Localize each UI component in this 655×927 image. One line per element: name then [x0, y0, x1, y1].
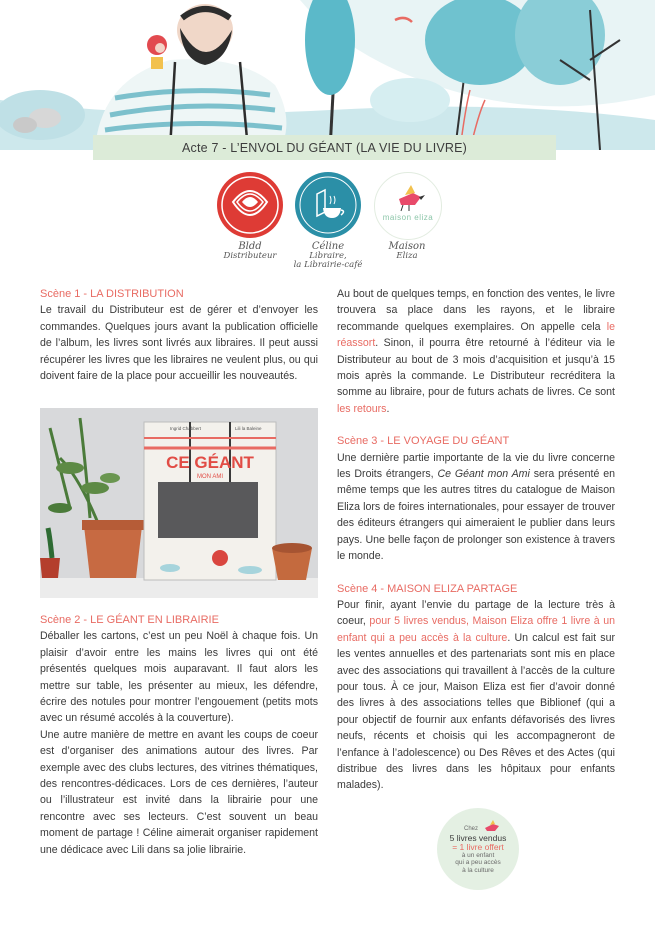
scene4-body — [337, 597, 615, 794]
scene4-heading: Scène 4 - MAISON ELIZA PARTAGE — [337, 582, 518, 595]
bldd-logo — [217, 172, 283, 238]
scene2-body-2: Une autre manière de mettre en avant les coups de coeur est d’organiser des animations autour des livres. Par exemple avec des clubs lectures, des vitrines thématiques, des rencontres-dédicaces. Lors de ces dernières, l’auteur ou l’illustrateur est invité dans la librairie pour une rencontre avec ses lecteurs. C’est souvent un beau moment de partage ! Céline aimerait organiser rapidement une dédicace avec Lili dans sa jolie librairie. — [40, 728, 318, 856]
bldd-role: Distributeur — [223, 250, 277, 261]
celine-name: Céline — [311, 241, 345, 252]
eliza-name: Eliza — [396, 250, 418, 261]
scene1-section — [40, 286, 318, 384]
book-author-right: Lili la Baleine — [235, 426, 262, 431]
coffee-cup-icon — [295, 172, 361, 238]
scene1-cont-text-3: . — [386, 402, 390, 415]
donation-badge — [437, 808, 519, 890]
badge-line-4: à un enfant — [461, 851, 495, 859]
scene2-body-1: Déballer les cartons, c’est un peu Noël à chaque fois. Un plaisir d’avoir entre les mains les livres qui ont été présentés quelques mois auparavant. Il faut alors les mettre sur table, les présenter au mieux, les défendre, écrire des notules pour montrer l’engouement (petits mots avec un résumé accolés à la couverture). — [40, 630, 318, 725]
scene1-continued — [337, 286, 615, 417]
book-title: CE GÉANT — [166, 453, 254, 472]
badge-line-5: qui a peu accès — [455, 859, 501, 866]
badge-line-6: à la culture — [462, 866, 494, 874]
act-title-banner — [93, 135, 556, 160]
maison-eliza-caption — [352, 242, 462, 261]
partner-logos — [0, 172, 655, 282]
librairie-cafe-logo — [295, 172, 361, 238]
maison-name: Maison — [388, 241, 426, 252]
scene4-text-1: Pour finir, ayant l’envie du partage de la lecture très à coeur, — [337, 598, 615, 628]
header-illustration — [0, 0, 655, 150]
scene3-text-2: sera présenté en même temps que les autres titres du catalogue de Maison Eliza lors de foires internationales, pour essayer de trouver des éditeurs étrangers qui aimeraient le publier dans leurs pays. Une belle façon de prolonger son existence à travers le monde. — [337, 468, 615, 563]
bldd-name: Bldd — [238, 241, 262, 252]
book-display-image — [40, 408, 318, 598]
scene4-highlight: pour 5 livres vendus, Maison Eliza offre 1 livre à un enfant qui a peu accès à la culture — [337, 615, 615, 644]
scene3-text-1: Une dernière partie importante de la vie du livre concerne les Droits étrangers, — [337, 451, 615, 481]
right-column — [337, 286, 615, 794]
celine-role: Libraire, — [309, 250, 347, 261]
book-title-italic: Ce Géant mon Ami — [437, 468, 530, 481]
scene1-cont-text-2: . Sinon, il pourra être retourné à l’éditeur via le Distributeur au bout de 3 mois d’acquisition et jusqu’à 15 mois après la commande. Le Distributeur recréditera la somme au libraire, pour de futurs achats de livres. Ce sont — [337, 337, 615, 399]
bird-icon — [375, 173, 441, 239]
scene1-body: Le travail du Distributeur est de gérer et d’envoyer les commandes. Quelques jours avant la publication officielle de l’album, les livres sont livrés aux libraires. Il peut aussi récupérer les livres que les libraires ne veulent plus, ou qui doivent faire de la place pour accueillir les nouveautés. — [40, 304, 318, 383]
celine-role2: la Librairie-café — [293, 260, 363, 270]
reassort-term: le réassort — [337, 320, 615, 350]
scene3-body — [337, 450, 615, 565]
badge-line-1: Chez — [463, 826, 478, 832]
badge-line-2: 5 livres vendus — [449, 832, 507, 843]
book-author-left: Ingrid Chabbert — [170, 426, 202, 431]
maison-eliza-logo — [374, 172, 442, 240]
scene3-heading: Scène 3 - LE VOYAGE DU GÉANT — [337, 435, 510, 448]
scene2-section — [40, 612, 318, 858]
bldd-emblem-icon — [217, 172, 283, 238]
scene4-text-2: . Un calcul est fait sur les ventes annuelles et des partenariats sont mis en place avec des associations qui travaillent à l’accès de la culture pour tous. À ce jour, Maison Eliza est fier d’avoir donné des livres à des associations telles que Biblionef (qui a pour objectif de fournir aux enfants défavorisés des livres neufs, récents et choisis qui les accompagneront de l’enfance à l’adolescence) ou Des Rêves et des Actes (qui distribue des livres dans les hôpitaux pour enfants malades). — [337, 631, 615, 792]
maison-eliza-wordmark: maison eliza — [382, 213, 434, 222]
badge-line-3: = 1 livre offert — [452, 841, 504, 852]
scene1-heading: Scène 1 - LA DISTRIBUTION — [40, 288, 184, 300]
scene2-heading: Scène 2 - LE GÉANT EN LIBRAIRIE — [40, 614, 219, 626]
retours-term: les retours — [337, 402, 387, 415]
scene1-cont-text-1: Au bout de quelques temps, en fonction des ventes, le livre trouvera sa place dans les rayons, et le libraire recommande quelques exemplaires. On appelle cela — [337, 288, 615, 333]
bookshelf-photo — [40, 408, 318, 598]
act-title: Acte 7 - L’ENVOL DU GÉANT (LA VIE DU LIVRE) — [181, 140, 468, 155]
book-subtitle: MON AMI — [196, 474, 224, 480]
